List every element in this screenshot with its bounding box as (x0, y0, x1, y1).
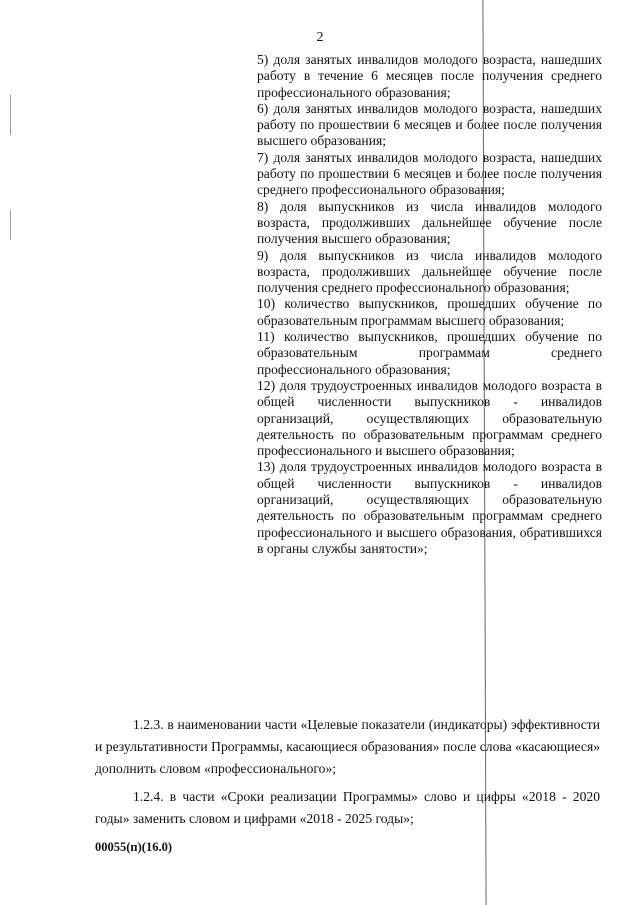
list-item: 9) доля выпускников из числа инвалидов молодого возраста, продолживших дальнейшее обучение после получения среднего профессионального образования; (257, 247, 602, 296)
scan-edge-mark (10, 95, 11, 135)
list-item: 6) доля занятых инвалидов молодого возраста, нашедших работу по прошествии 6 месяцев и более после получения высшего образования; (257, 100, 602, 149)
list-item: 8) доля выпускников из числа инвалидов молодого возраста, продолживших дальнейшее обучение после получения высшего образования; (257, 198, 602, 247)
list-item: 12) доля трудоустроенных инвалидов молодого возраста в общей численности выпускников - инвалидов организаций, осуществляющих образовательную деятельность по образовательным программам среднего профессионального и высшего образования; (257, 377, 602, 459)
document-code: 00055(п)(16.0) (95, 840, 172, 854)
list-item: 13) доля трудоустроенных инвалидов молодого возраста в общей численности выпускников - инвалидов организаций, осуществляющих образовательную деятельность по образовательным программам среднего профессионального и высшего образования, обратившихся в органы службы занятости»; (257, 459, 602, 556)
page-number: 2 (316, 30, 324, 45)
paragraph: 1.2.3. в наименовании части «Целевые показатели (индикаторы) эффективности и результативности Программы, касающиеся образования» после слова «касающиеся» дополнить словом «профессионального»; (95, 717, 600, 776)
indicator-list (257, 52, 602, 557)
list-item: 7) доля занятых инвалидов молодого возраста, нашедших работу по прошествии 6 месяцев и более после получения среднего профессионального образования; (257, 149, 602, 198)
list-item: 11) количество выпускников, прошедших обучение по образовательным программам среднего профессионального образования; (257, 329, 602, 377)
list-item: 10) количество выпускников, прошедших обучение по образовательным программам высшего образования; (257, 296, 602, 328)
scan-edge-mark (10, 210, 11, 240)
body-text (95, 714, 600, 836)
list-item: 5) доля занятых инвалидов молодого возраста, нашедших работу в течение 6 месяцев после получения среднего профессионального образования; (257, 52, 602, 100)
paragraph: 1.2.4. в части «Сроки реализации Программы» слово и цифры «2018 - 2020 годы» заменить словом и цифрами «2018 - 2025 годы»; (95, 789, 600, 826)
